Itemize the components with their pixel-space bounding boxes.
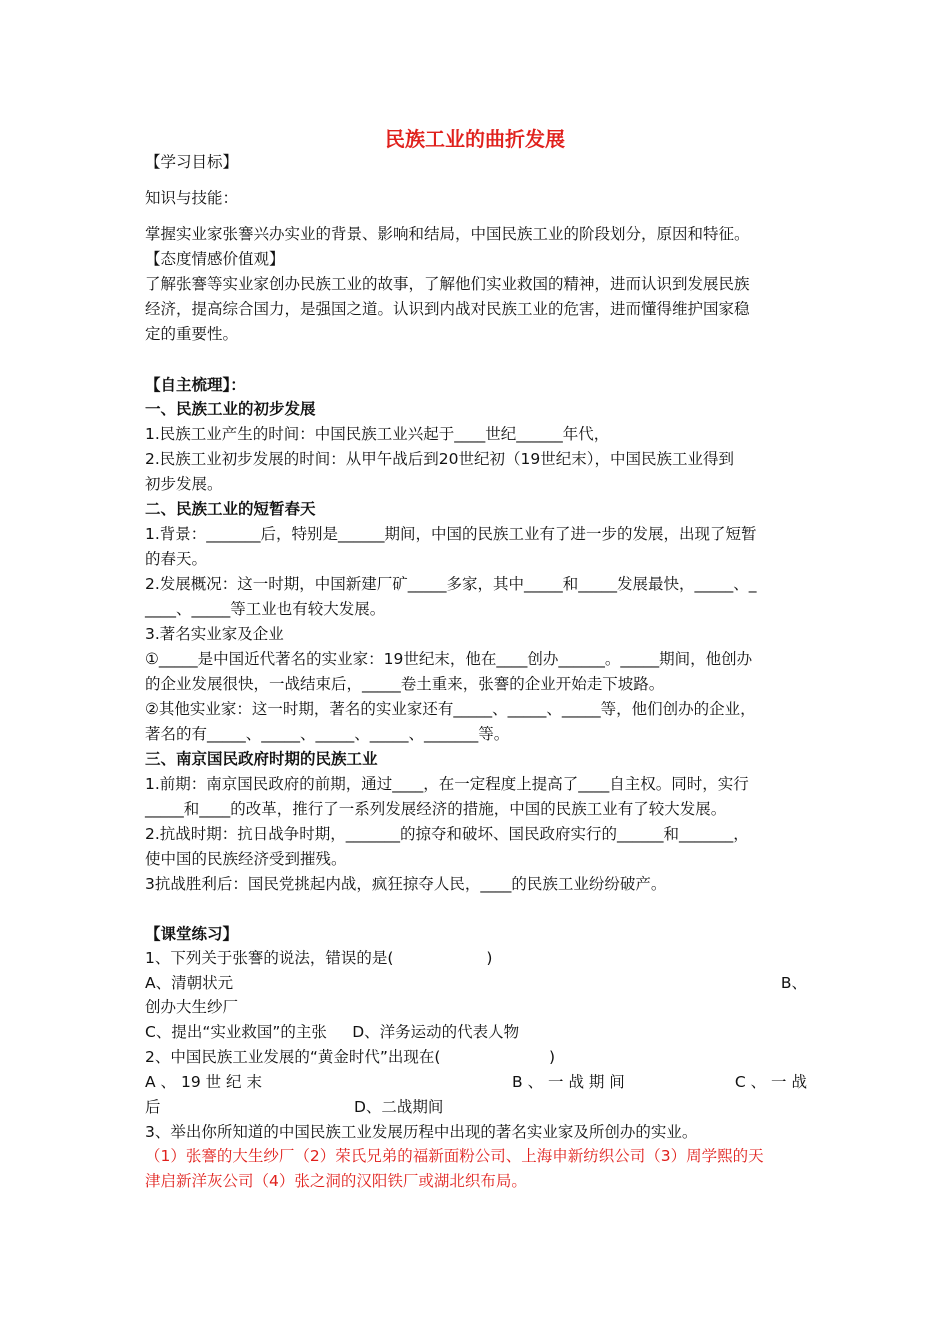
section-2-line: 2.发展概况：这一时期，中国新建厂矿_____多家，其中_____和_____发展最快，_____、_ <box>145 575 757 593</box>
option-c-text: 后 <box>145 1098 161 1116</box>
section-2-line: ②其他实业家：这一时期，著名的实业家还有_____、_____、_____等，他们创办的企业， <box>145 700 756 718</box>
section-3-line: _____和____的改革，推行了一系列发展经济的措施，中国的民族工业有了较大发展。 <box>145 800 727 818</box>
section-3-line: 2.抗战时期：抗日战争时期，_______的掠夺和破坏、国民政府实行的______和_______， <box>145 825 749 843</box>
section-3-line: 3抗战胜利后：国民党挑起内战，疯狂掠夺人民，____的民族工业纷纷破产。 <box>145 875 667 893</box>
section-2-line: 的企业发展很快，一战结束后，_____卷土重来，张謇的企业开始走下坡路。 <box>145 675 665 693</box>
question-3: 3、举出你所知道的中国民族工业发展历程中出现的著名实业家及所创办的实业。 <box>145 1123 698 1141</box>
goals-heading: 【学习目标】 <box>145 153 239 171</box>
section-2-title: 二、民族工业的短暂春天 <box>145 500 316 518</box>
option-a: A、清朝状元 <box>145 974 234 992</box>
question-2: 2、中国民族工业发展的“黄金时代”出现在( ) <box>145 1048 556 1066</box>
option-d: D、二战期间 <box>354 1098 444 1116</box>
section-2-line: 3.著名实业家及企业 <box>145 625 284 643</box>
section-3-title: 三、南京国民政府时期的民族工业 <box>145 750 378 768</box>
knowledge-label: 知识与技能： <box>145 189 239 207</box>
attitude-line: 经济，提高综合国力，是强国之道。认识到内战对民族工业的危害，进而懂得维护国家稳 <box>145 300 750 318</box>
option-b: B 、 一 战 期 间 <box>512 1073 625 1091</box>
answer-line: 津启新洋灰公司（4）张之洞的汉阳铁厂或湖北织布局。 <box>145 1172 527 1190</box>
practice-heading: 【课堂练习】 <box>145 925 239 943</box>
section-1-title: 一、民族工业的初步发展 <box>145 400 316 418</box>
question-1-options-ab <box>145 973 807 993</box>
answer-line: （1）张謇的大生纱厂（2）荣氏兄弟的福新面粉公司、上海申新纺织公司（3）周学熙的天 <box>145 1147 764 1165</box>
section-3-line: 1.前期：南京国民政府的前期，通过____，在一定程度上提高了____自主权。同时，实行 <box>145 775 749 793</box>
section-2-line: 著名的有_____、_____、_____、_____、_______等。 <box>145 725 510 743</box>
section-3-line: 使中国的民族经济受到摧残。 <box>145 850 347 868</box>
question-1: 1、下列关于张謇的说法，错误的是( ) <box>145 949 493 967</box>
section-1-line: 初步发展。 <box>145 475 223 493</box>
question-2-options-abc <box>145 1072 807 1092</box>
review-heading: 【自主梳理】： <box>145 376 246 394</box>
attitude-heading: 【态度情感价值观】 <box>145 250 285 268</box>
option-a: A 、 19 世 纪 末 <box>145 1073 262 1091</box>
knowledge-text: 掌握实业家张謇兴办实业的背景、影响和结局，中国民族工业的阶段划分，原因和特征。 <box>145 225 750 243</box>
section-1-line: 1.民族工业产生的时间：中国民族工业兴起于____世纪______年代， <box>145 425 610 443</box>
option-c: C 、 一 战 <box>734 1073 807 1091</box>
page-title: 民族工业的曲折发展 <box>385 127 565 151</box>
section-2-line: ____、_____等工业也有较大发展。 <box>145 600 386 618</box>
section-2-line: ①_____是中国近代著名的实业家：19世纪末，他在____创办______。_____期间，他创办 <box>145 650 753 668</box>
option-b-text: 创办大生纱厂 <box>145 998 239 1016</box>
section-2-line: 的春天。 <box>145 550 208 568</box>
attitude-line: 定的重要性。 <box>145 325 239 343</box>
question-1-options-cd: C、提出“实业救国”的主张 D、洋务运动的代表人物 <box>145 1023 520 1041</box>
option-b: B、 <box>780 974 807 992</box>
section-2-line: 1.背景：_______后，特别是______期间，中国的民族工业有了进一步的发展，出现了短暂 <box>145 525 757 543</box>
section-1-line: 2.民族工业初步发展的时间：从甲午战后到20世纪初（19世纪末），中国民族工业得到 <box>145 450 734 468</box>
attitude-line: 了解张謇等实业家创办民族工业的故事，了解他们实业救国的精神，进而认识到发展民族 <box>145 275 750 293</box>
